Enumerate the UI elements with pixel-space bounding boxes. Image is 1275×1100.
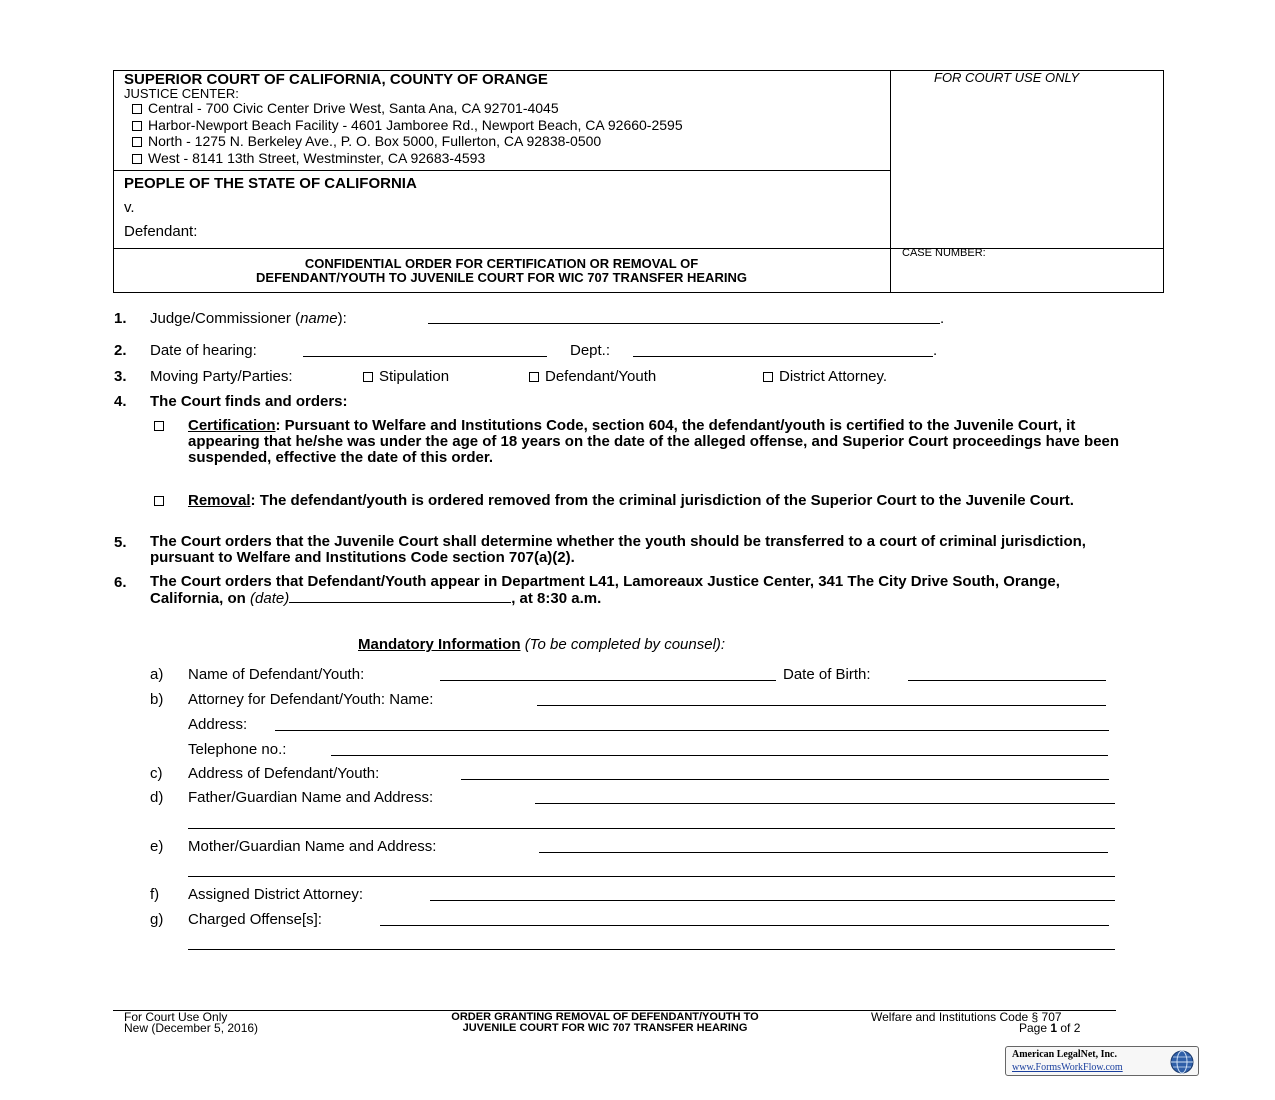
item-number-6: 6. bbox=[114, 574, 127, 591]
item-number-4: 4. bbox=[114, 393, 127, 410]
mandatory-heading: Mandatory Information (To be completed by counsel): bbox=[358, 636, 726, 653]
judge-period: . bbox=[940, 310, 945, 327]
judge-line: Judge/Commissioner (name): bbox=[150, 310, 347, 327]
charged-offense-label: Charged Offense[s]: bbox=[188, 911, 322, 928]
certification-paragraph: Certification: Pursuant to Welfare and Institutions Code, section 604, the defendant/youth is certified to the Juvenile Court, it appearing that he/she was under the age of 18 years on the date of the alleged offense, and Superior Court proceedings have been suspended, effective the date of this order. bbox=[188, 417, 1120, 466]
charged-offense-field[interactable] bbox=[380, 925, 1109, 926]
court-use-only: FOR COURT USE ONLY bbox=[934, 70, 1080, 85]
attorney-phone-field[interactable] bbox=[331, 755, 1108, 756]
globe-icon bbox=[1169, 1049, 1195, 1075]
mandatory-letter-a: a) bbox=[150, 666, 164, 683]
appearance-date-field[interactable] bbox=[289, 590, 511, 603]
mandatory-letter-b: b) bbox=[150, 691, 164, 708]
checkbox-icon[interactable] bbox=[132, 137, 142, 147]
mandatory-letter-f: f) bbox=[150, 886, 160, 903]
footer-form-title-1: ORDER GRANTING REMOVAL OF DEFENDANT/YOUTH TO bbox=[451, 1011, 759, 1023]
mandatory-letter-g: g) bbox=[150, 911, 164, 928]
justice-center-label: JUSTICE CENTER: bbox=[124, 86, 239, 101]
item-number-2: 2. bbox=[114, 342, 127, 359]
date-label: Date of hearing: bbox=[150, 342, 257, 359]
assigned-da-field[interactable] bbox=[430, 900, 1115, 901]
logo-url[interactable]: www.FormsWorkFlow.com bbox=[1012, 1062, 1123, 1073]
date-of-birth-label: Date of Birth: bbox=[783, 666, 871, 683]
option-district-attorney[interactable]: District Attorney. bbox=[763, 368, 887, 385]
mother-guardian-field-line2[interactable] bbox=[188, 876, 1115, 877]
order-title-line2: DEFENDANT/YOUTH TO JUVENILE COURT FOR WIC 707 TRANSFER HEARING bbox=[256, 270, 747, 285]
removal-paragraph: Removal: The defendant/youth is ordered removed from the criminal jurisdiction of the Superior Court to the Juvenile Court. bbox=[188, 492, 1074, 509]
court-title: SUPERIOR COURT OF CALIFORNIA, COUNTY OF ORANGE bbox=[124, 71, 548, 88]
item-number-5: 5. bbox=[114, 534, 127, 551]
attorney-address-label: Address: bbox=[188, 716, 248, 733]
defendant-address-label: Address of Defendant/Youth: bbox=[188, 765, 380, 782]
mother-guardian-label: Mother/Guardian Name and Address: bbox=[188, 838, 437, 855]
center-option-west[interactable]: West - 8141 13th Street, Westminster, CA 92683-4593 bbox=[132, 150, 485, 166]
footer-form-title-2: JUVENILE COURT FOR WIC 707 TRANSFER HEARING bbox=[462, 1022, 748, 1034]
center-option-harbor[interactable]: Harbor-Newport Beach Facility - 4601 Jamboree Rd., Newport Beach, CA 92660-2595 bbox=[132, 117, 683, 133]
dept-field[interactable] bbox=[633, 356, 933, 357]
case-number-label: CASE NUMBER: bbox=[902, 247, 986, 259]
versus: v. bbox=[124, 199, 135, 216]
people-title: PEOPLE OF THE STATE OF CALIFORNIA bbox=[124, 175, 417, 192]
dept-label: Dept.: bbox=[570, 342, 611, 359]
item6-paragraph: The Court orders that Defendant/Youth appear in Department L41, Lamoreaux Justice Center, 341 The City Drive South, Orange, California, on (date) , at 8:30 a.m. bbox=[150, 573, 1060, 607]
caption-divider-court bbox=[113, 170, 890, 171]
item-number-1: 1. bbox=[114, 310, 127, 327]
court-finds: The Court finds and orders: bbox=[150, 393, 348, 410]
judge-name-field[interactable] bbox=[428, 323, 940, 324]
attorney-name-field[interactable] bbox=[537, 705, 1106, 706]
footer-page-number: Page 1 of 2 bbox=[1019, 1021, 1081, 1035]
footer-code-reference: Welfare and Institutions Code § 707 bbox=[871, 1010, 1062, 1024]
footer-revision-date: New (December 5, 2016) bbox=[124, 1021, 259, 1035]
mother-guardian-field[interactable] bbox=[539, 852, 1108, 853]
mandatory-letter-e: e) bbox=[150, 838, 164, 855]
attorney-name-label: Attorney for Defendant/Youth: Name: bbox=[188, 691, 434, 708]
checkbox-icon[interactable] bbox=[132, 121, 142, 131]
charged-offense-field-line2[interactable] bbox=[188, 949, 1115, 950]
footer-court-use: For Court Use Only bbox=[124, 1010, 228, 1024]
checkbox-icon[interactable] bbox=[363, 372, 373, 382]
date-of-birth-field[interactable] bbox=[908, 680, 1106, 681]
option-stipulation[interactable]: Stipulation bbox=[363, 368, 449, 385]
option-defendant-youth[interactable]: Defendant/Youth bbox=[529, 368, 656, 385]
center-option-central[interactable]: Central - 700 Civic Center Drive West, Santa Ana, CA 92701-4045 bbox=[132, 100, 559, 116]
caption-divider-vertical bbox=[890, 70, 891, 293]
caption-divider-title bbox=[113, 248, 1164, 249]
removal-checkbox[interactable] bbox=[154, 496, 164, 506]
moving-party-label: Moving Party/Parties: bbox=[150, 368, 293, 385]
mandatory-letter-d: d) bbox=[150, 789, 164, 806]
defendant-address-field[interactable] bbox=[461, 779, 1109, 780]
assigned-da-label: Assigned District Attorney: bbox=[188, 886, 364, 903]
defendant-name-field[interactable] bbox=[440, 680, 776, 681]
father-guardian-field-line2[interactable] bbox=[188, 828, 1115, 829]
checkbox-icon[interactable] bbox=[763, 372, 773, 382]
order-title-line1: CONFIDENTIAL ORDER FOR CERTIFICATION OR REMOVAL OF bbox=[304, 256, 699, 271]
american-legalnet-logo[interactable] bbox=[1005, 1046, 1199, 1076]
item-number-3: 3. bbox=[114, 368, 127, 385]
checkbox-icon[interactable] bbox=[529, 372, 539, 382]
hearing-date-field[interactable] bbox=[303, 356, 547, 357]
mandatory-letter-c: c) bbox=[150, 765, 163, 782]
defendant-label: Defendant: bbox=[124, 223, 198, 240]
name-of-defendant-label: Name of Defendant/Youth: bbox=[188, 666, 365, 683]
checkbox-icon[interactable] bbox=[132, 154, 142, 164]
attorney-phone-label: Telephone no.: bbox=[188, 741, 287, 758]
center-option-north[interactable]: North - 1275 N. Berkeley Ave., P. O. Box 5000, Fullerton, CA 92838-0500 bbox=[132, 133, 601, 149]
certification-checkbox[interactable] bbox=[154, 421, 164, 431]
attorney-address-field[interactable] bbox=[275, 730, 1109, 731]
logo-company-name: American LegalNet, Inc. bbox=[1012, 1049, 1117, 1060]
item5-paragraph: The Court orders that the Juvenile Court shall determine whether the youth should be transferred to a court of criminal jurisdiction, pursuant to Welfare and Institutions Code section 707(a)(2). bbox=[150, 533, 1086, 566]
checkbox-icon[interactable] bbox=[132, 104, 142, 114]
father-guardian-field[interactable] bbox=[535, 803, 1115, 804]
dept-period: . bbox=[933, 342, 938, 359]
father-guardian-label: Father/Guardian Name and Address: bbox=[188, 789, 434, 806]
